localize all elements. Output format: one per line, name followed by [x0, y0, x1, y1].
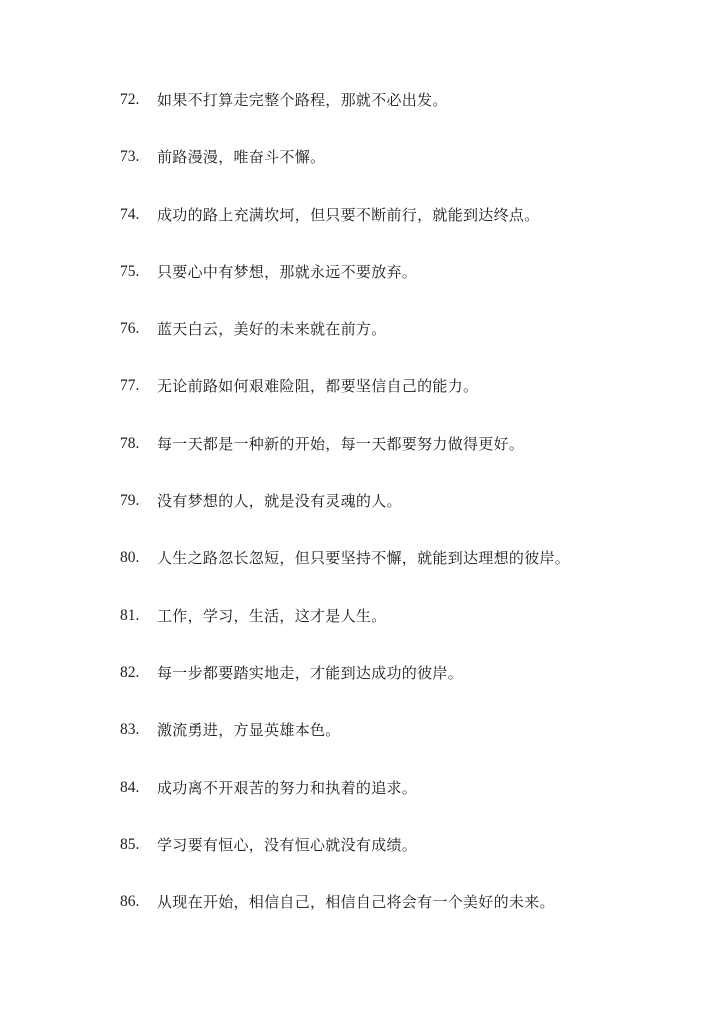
item-text: 人生之路忽长忽短，但只要坚持不懈，就能到达理想的彼岸。 [157, 549, 571, 568]
item-number: 78. [120, 434, 140, 452]
list-item [120, 601, 680, 658]
item-text: 成功离不开艰苦的努力和执着的追求。 [157, 778, 418, 797]
list-item [120, 887, 680, 944]
item-number: 79. [120, 492, 140, 510]
list-item [120, 257, 680, 314]
list-item [120, 773, 680, 830]
list-item [120, 142, 680, 199]
item-text: 学习要有恒心，没有恒心就没有成绩。 [157, 835, 418, 854]
item-number: 80. [120, 549, 140, 567]
list-item [120, 543, 680, 600]
item-text: 只要心中有梦想，那就永远不要放弃。 [157, 262, 418, 281]
list-item [120, 371, 680, 428]
item-number: 76. [120, 320, 140, 338]
item-text: 成功的路上充满坎坷，但只要不断前行，就能到达终点。 [157, 205, 540, 224]
item-text: 没有梦想的人，就是没有灵魂的人。 [157, 492, 402, 511]
item-number: 72. [120, 91, 140, 108]
list-item [120, 486, 680, 543]
item-number: 83. [120, 721, 140, 739]
list-item [120, 429, 680, 486]
item-number: 73. [120, 148, 140, 166]
item-text: 每一步都要踏实地走，才能到达成功的彼岸。 [157, 663, 464, 682]
item-number: 81. [120, 606, 140, 624]
list-item [120, 200, 680, 257]
item-number: 85. [120, 835, 140, 853]
list-item [120, 658, 680, 715]
list-item [120, 314, 680, 371]
item-text: 激流勇进，方显英雄本色。 [157, 721, 341, 740]
item-text: 每一天都是一种新的开始，每一天都要努力做得更好。 [157, 434, 525, 453]
item-number: 74. [120, 205, 140, 223]
item-text: 前路漫漫，唯奋斗不懈。 [157, 148, 326, 167]
item-text: 蓝天白云，美好的未来就在前方。 [157, 320, 387, 339]
item-number: 77. [120, 377, 140, 395]
list-item [120, 85, 680, 142]
list-item [120, 830, 680, 887]
item-number: 86. [120, 893, 140, 911]
item-text: 工作，学习，生活，这才是人生。 [157, 606, 387, 625]
item-text: 从现在开始，相信自己，相信自己将会有一个美好的未来。 [157, 893, 555, 912]
item-number: 84. [120, 778, 140, 796]
item-number: 75. [120, 262, 140, 280]
list-item [120, 715, 680, 772]
item-text: 如果不打算走完整个路程，那就不必出发。 [157, 91, 448, 109]
item-text: 无论前路如何艰难险阻，都要坚信自己的能力。 [157, 377, 479, 396]
item-number: 82. [120, 663, 140, 681]
quote-list [120, 85, 680, 944]
